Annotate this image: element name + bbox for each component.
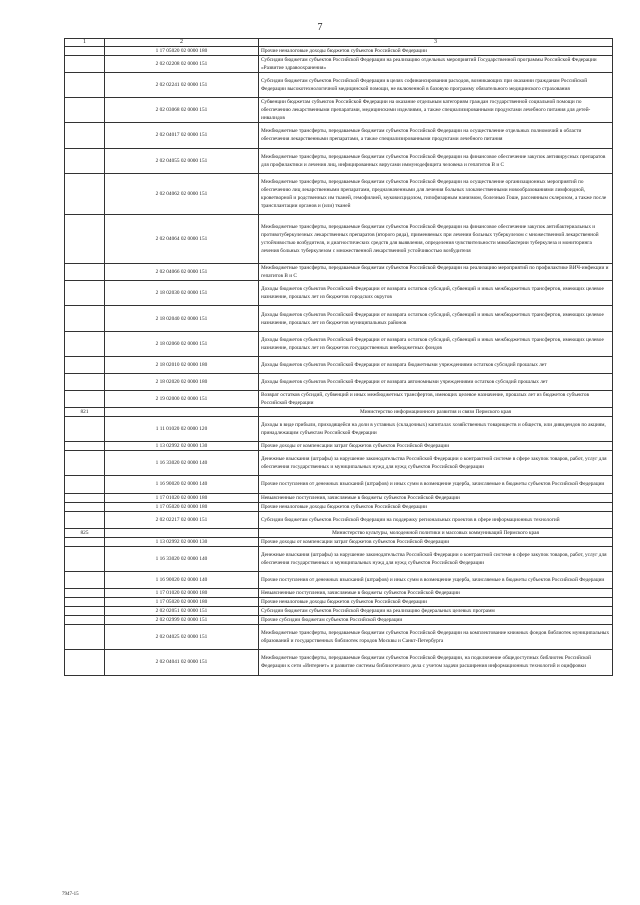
table-row [65, 173, 613, 214]
administrator-heading-row [65, 408, 613, 417]
table-row [65, 281, 613, 306]
header-col-2: 2 [105, 39, 259, 47]
revenue-code: 2 02 02241 02 0000 151 [105, 73, 259, 98]
revenue-description: Невыясненные поступления, зачисляемые в бюджеты субъектов Российской Федерации [259, 493, 613, 502]
table-row [65, 537, 613, 546]
table-row [65, 650, 613, 675]
footer-code: 7947-15 [62, 892, 79, 897]
administrator-code [65, 390, 105, 407]
administrator-code [65, 98, 105, 123]
administrator-code [65, 73, 105, 98]
administrator-code [65, 306, 105, 331]
header-col-1: 1 [65, 39, 105, 47]
table-row [65, 502, 613, 511]
table-row [65, 493, 613, 502]
revenue-description: Доходы бюджетов субъектов Российской Федерации от возврата остатков субсидий, субвенций и иных межбюджетных трансфертов, имеющих целевое назначение, прошлых лет из бюджетов городских округов [259, 281, 613, 306]
table-row [65, 331, 613, 356]
administrator-name: Министерство информационного развития и связи Пермского края [259, 408, 613, 417]
revenue-description: Невыясненные поступления, зачисляемые в бюджеты субъектов Российской Федерации [259, 589, 613, 598]
administrator-code [65, 356, 105, 373]
revenue-description: Прочие доходы от компенсации затрат бюджетов субъектов Российской Федерации [259, 442, 613, 451]
table-row [65, 47, 613, 56]
administrator-code [65, 616, 105, 625]
table-row [65, 607, 613, 616]
page-number: 7 [317, 22, 323, 33]
revenue-code: 2 19 02000 02 0000 151 [105, 390, 259, 407]
administrator-code [65, 502, 105, 511]
revenue-description: Прочие неналоговые доходы бюджетов субъектов Российской Федерации [259, 502, 613, 511]
table-row [65, 148, 613, 173]
administrator-code [65, 546, 105, 571]
revenue-code: 2 02 03068 02 0000 151 [105, 98, 259, 123]
revenue-code: 2 02 02051 02 0000 151 [105, 607, 259, 616]
revenue-code: 2 02 04064 02 0000 151 [105, 214, 259, 263]
table-row [65, 625, 613, 650]
revenue-description: Прочие поступления от денежных взысканий (штрафов) и иных сумм в возмещение ущерба, зачисляемые в бюджеты субъектов Российской Федерации [259, 571, 613, 588]
table-row [65, 306, 613, 331]
administrator-code [65, 148, 105, 173]
administrator-code [65, 451, 105, 476]
revenue-code: 1 11 01020 02 0000 120 [105, 417, 259, 442]
revenue-description: Доходы бюджетов субъектов Российской Федерации от возврата автономными учреждениями остатков субсидий прошлых лет [259, 373, 613, 390]
revenue-description: Денежные взыскания (штрафы) за нарушение законодательства Российской Федерации о контрактной системе в сфере закупок товаров, работ, услуг для обеспечения государственных и муниципальных нужд для нужд субъектов Российской Федерации [259, 546, 613, 571]
revenue-code: 1 16 33020 02 0000 140 [105, 546, 259, 571]
administrator-code [65, 373, 105, 390]
table-row [65, 598, 613, 607]
revenue-codes-table [64, 38, 613, 676]
administrator-code [65, 625, 105, 650]
revenue-description: Субсидии бюджетам субъектов Российской Федерации на реализацию федеральных целевых программ [259, 607, 613, 616]
revenue-code: 2 02 02208 02 0000 151 [105, 56, 259, 73]
table-row [65, 451, 613, 476]
revenue-description: Прочие поступления от денежных взысканий (штрафов) и иных сумм в возмещение ущерба, зачисляемые в бюджеты субъектов Российской Федерации [259, 476, 613, 493]
revenue-code: 2 02 02999 02 0000 151 [105, 616, 259, 625]
revenue-description: Межбюджетные трансферты, передаваемые бюджетам субъектов Российской Федерации на реализацию мероприятий по профилактике ВИЧ-инфекции и гепатитов В и С [259, 264, 613, 281]
revenue-description: Прочие доходы от компенсации затрат бюджетов субъектов Российской Федерации [259, 537, 613, 546]
revenue-code: 2 02 04041 02 0000 151 [105, 650, 259, 675]
table-row [65, 373, 613, 390]
administrator-code [65, 123, 105, 148]
revenue-code: 2 02 04055 02 0000 151 [105, 148, 259, 173]
revenue-code: 2 18 02040 02 0000 151 [105, 306, 259, 331]
administrator-code: 821 [65, 408, 105, 417]
administrator-code [65, 493, 105, 502]
revenue-description: Субсидии бюджетам субъектов Российской Федерации на поддержку региональных проектов в сфере информационных технологий [259, 511, 613, 528]
revenue-description: Субсидии бюджетам субъектов Российской Федерации на реализацию отдельных мероприятий Государственной программы Российской Федерации «Развитие здравоохранения» [259, 56, 613, 73]
revenue-description: Доходы бюджетов субъектов Российской Федерации от возврата остатков субсидий, субвенций и иных межбюджетных трансфертов, имеющих целевое назначение, прошлых лет из бюджетов муниципальных районов [259, 306, 613, 331]
revenue-description: Прочие неналоговые доходы бюджетов субъектов Российской Федерации [259, 598, 613, 607]
revenue-description: Межбюджетные трансферты, передаваемые бюджетам субъектов Российской Федерации на финансовое обеспечение закупок антибактериальных и противотуберкулезных лекарственных препаратов (второго ряда), применяемых при лечении больных туберкулезом с множественной лекарственной устойчивостью возбудителя, и диагностических средств для выявления, определения чувствительности микобактерии туберкулеза и мониторинга лечения больных туберкулезом с множественной лекарственной устойчивостью возбудителя [259, 214, 613, 263]
table-row [65, 214, 613, 263]
table-row [65, 442, 613, 451]
revenue-description: Межбюджетные трансферты, передаваемые бюджетам субъектов Российской Федерации на комплектование книжных фондов библиотек муниципальных образований и государственных библиотек городов Москвы и Санкт-Петербурга [259, 625, 613, 650]
administrator-code [65, 442, 105, 451]
revenue-code: 2 02 04017 02 0000 151 [105, 123, 259, 148]
revenue-description: Прочие субсидии бюджетам субъектов Российской Федерации [259, 616, 613, 625]
revenue-description: Межбюджетные трансферты, передаваемые бюджетам субъектов Российской Федерации на осуществление организационных мероприятий по обеспечению лиц лекарственными препаратами, предназначенными для лечения больных злокачественными новообразованиями лимфоидной, кроветворной и родственных им тканей, гемофилией, муковисцидозом, гипофизарным нанизмом, болезнью Гоше, рассеянным склерозом, а также после трансплантации органов и (или) тканей [259, 173, 613, 214]
revenue-code: 2 02 04062 02 0000 151 [105, 173, 259, 214]
revenue-code: 1 16 90020 02 0000 140 [105, 476, 259, 493]
revenue-description: Межбюджетные трансферты, передаваемые бюджетам субъектов Российской Федерации на финансовое обеспечение закупок антивирусных препаратов для профилактики и лечения лиц, инфицированных вирусами иммунодефицита человека и гепатитов В и С [259, 148, 613, 173]
revenue-code: 1 13 02992 02 0000 130 [105, 442, 259, 451]
table-row [65, 356, 613, 373]
revenue-code: 2 02 04066 02 0000 151 [105, 264, 259, 281]
administrator-code [65, 173, 105, 214]
revenue-description: Доходы в виде прибыли, приходящейся на доли в уставных (складочных) капиталах хозяйственных товариществ и обществ, или дивидендов по акциям, принадлежащим субъектам Российской Федерации [259, 417, 613, 442]
revenue-code: 1 17 05020 02 0000 180 [105, 502, 259, 511]
table-row [65, 476, 613, 493]
revenue-description: Доходы бюджетов субъектов Российской Федерации от возврата бюджетными учреждениями остатков субсидий прошлых лет [259, 356, 613, 373]
table-row [65, 589, 613, 598]
table-row [65, 56, 613, 73]
table-row [65, 73, 613, 98]
table-row [65, 511, 613, 528]
revenue-code: 1 13 02992 02 0000 130 [105, 537, 259, 546]
revenue-code: 2 18 02060 02 0000 151 [105, 331, 259, 356]
header-col-3: 3 [259, 39, 613, 47]
administrator-code [65, 331, 105, 356]
table-row [65, 546, 613, 571]
administrator-name: Министерство культуры, молодежной политики и массовых коммуникаций Пермского края [259, 528, 613, 537]
administrator-code [65, 650, 105, 675]
administrator-code [65, 511, 105, 528]
administrator-code [65, 417, 105, 442]
administrator-code [65, 607, 105, 616]
table-row [65, 98, 613, 123]
revenue-code [105, 528, 259, 537]
administrator-code [65, 214, 105, 263]
table-row [65, 616, 613, 625]
revenue-code: 2 02 02217 02 0000 151 [105, 511, 259, 528]
revenue-description: Межбюджетные трансферты, передаваемые бюджетам субъектов Российской Федерации, на подключение общедоступных библиотек Российской Федерации к сети «Интернет» и развитие системы библиотечного дела с учетом задачи расширения информационных технологий и оцифровки [259, 650, 613, 675]
table-row [65, 264, 613, 281]
administrator-code [65, 281, 105, 306]
revenue-code: 2 18 02030 02 0000 151 [105, 281, 259, 306]
revenue-description: Субвенции бюджетам субъектов Российской Федерации на оказание отдельным категориям граждан государственной социальной помощи по обеспечению лекарственными препаратами, медицинскими изделиями, а также специализированными продуктами лечебного питания для детей-инвалидов [259, 98, 613, 123]
revenue-description: Доходы бюджетов субъектов Российской Федерации от возврата остатков субсидий, субвенций и иных межбюджетных трансфертов, имеющих целевое назначение, прошлых лет из бюджетов государственных внебюджетных фондов [259, 331, 613, 356]
administrator-code [65, 598, 105, 607]
revenue-code: 1 17 01020 02 0000 180 [105, 493, 259, 502]
revenue-code: 1 17 05020 02 0000 180 [105, 47, 259, 56]
administrator-code [65, 56, 105, 73]
revenue-code: 2 18 02010 02 0000 180 [105, 356, 259, 373]
administrator-code [65, 589, 105, 598]
administrator-code [65, 476, 105, 493]
administrator-heading-row [65, 528, 613, 537]
revenue-description: Субсидии бюджетам субъектов Российской Федерации в целях софинансирования расходов, возникающих при оказании гражданам Российской Федерации высокотехнологичной медицинской помощи, не включенной в базовую программу обязательного медицинского страхования [259, 73, 613, 98]
table-row [65, 417, 613, 442]
revenue-description: Денежные взыскания (штрафы) за нарушение законодательства Российской Федерации о контрактной системе в сфере закупок товаров, работ, услуг для обеспечения государственных и муниципальных нужд для нужд субъектов Российской Федерации [259, 451, 613, 476]
revenue-code [105, 408, 259, 417]
administrator-code [65, 47, 105, 56]
revenue-code: 1 16 33020 02 0000 140 [105, 451, 259, 476]
table-row [65, 390, 613, 407]
revenue-description: Межбюджетные трансферты, передаваемые бюджетам субъектов Российской Федерации на осуществление отдельных полномочий в области обеспечения лекарственными препаратами, а также специализированными продуктами лечебного питания [259, 123, 613, 148]
table-header-row [65, 39, 613, 47]
revenue-code: 2 02 04025 02 0000 151 [105, 625, 259, 650]
table-body [65, 47, 613, 676]
administrator-code [65, 537, 105, 546]
revenue-code: 1 16 90020 02 0000 140 [105, 571, 259, 588]
table-row [65, 123, 613, 148]
administrator-code [65, 264, 105, 281]
revenue-code: 2 18 02020 02 0000 180 [105, 373, 259, 390]
administrator-code [65, 571, 105, 588]
administrator-code: 825 [65, 528, 105, 537]
revenue-code: 1 17 05020 02 0000 180 [105, 598, 259, 607]
revenue-code: 1 17 01020 02 0000 180 [105, 589, 259, 598]
revenue-description: Прочие неналоговые доходы бюджетов субъектов Российской Федерации [259, 47, 613, 56]
revenue-description: Возврат остатков субсидий, субвенций и иных межбюджетных трансфертов, имеющих целевое назначение, прошлых лет из бюджетов субъектов Российской Федерации [259, 390, 613, 407]
table-row [65, 571, 613, 588]
